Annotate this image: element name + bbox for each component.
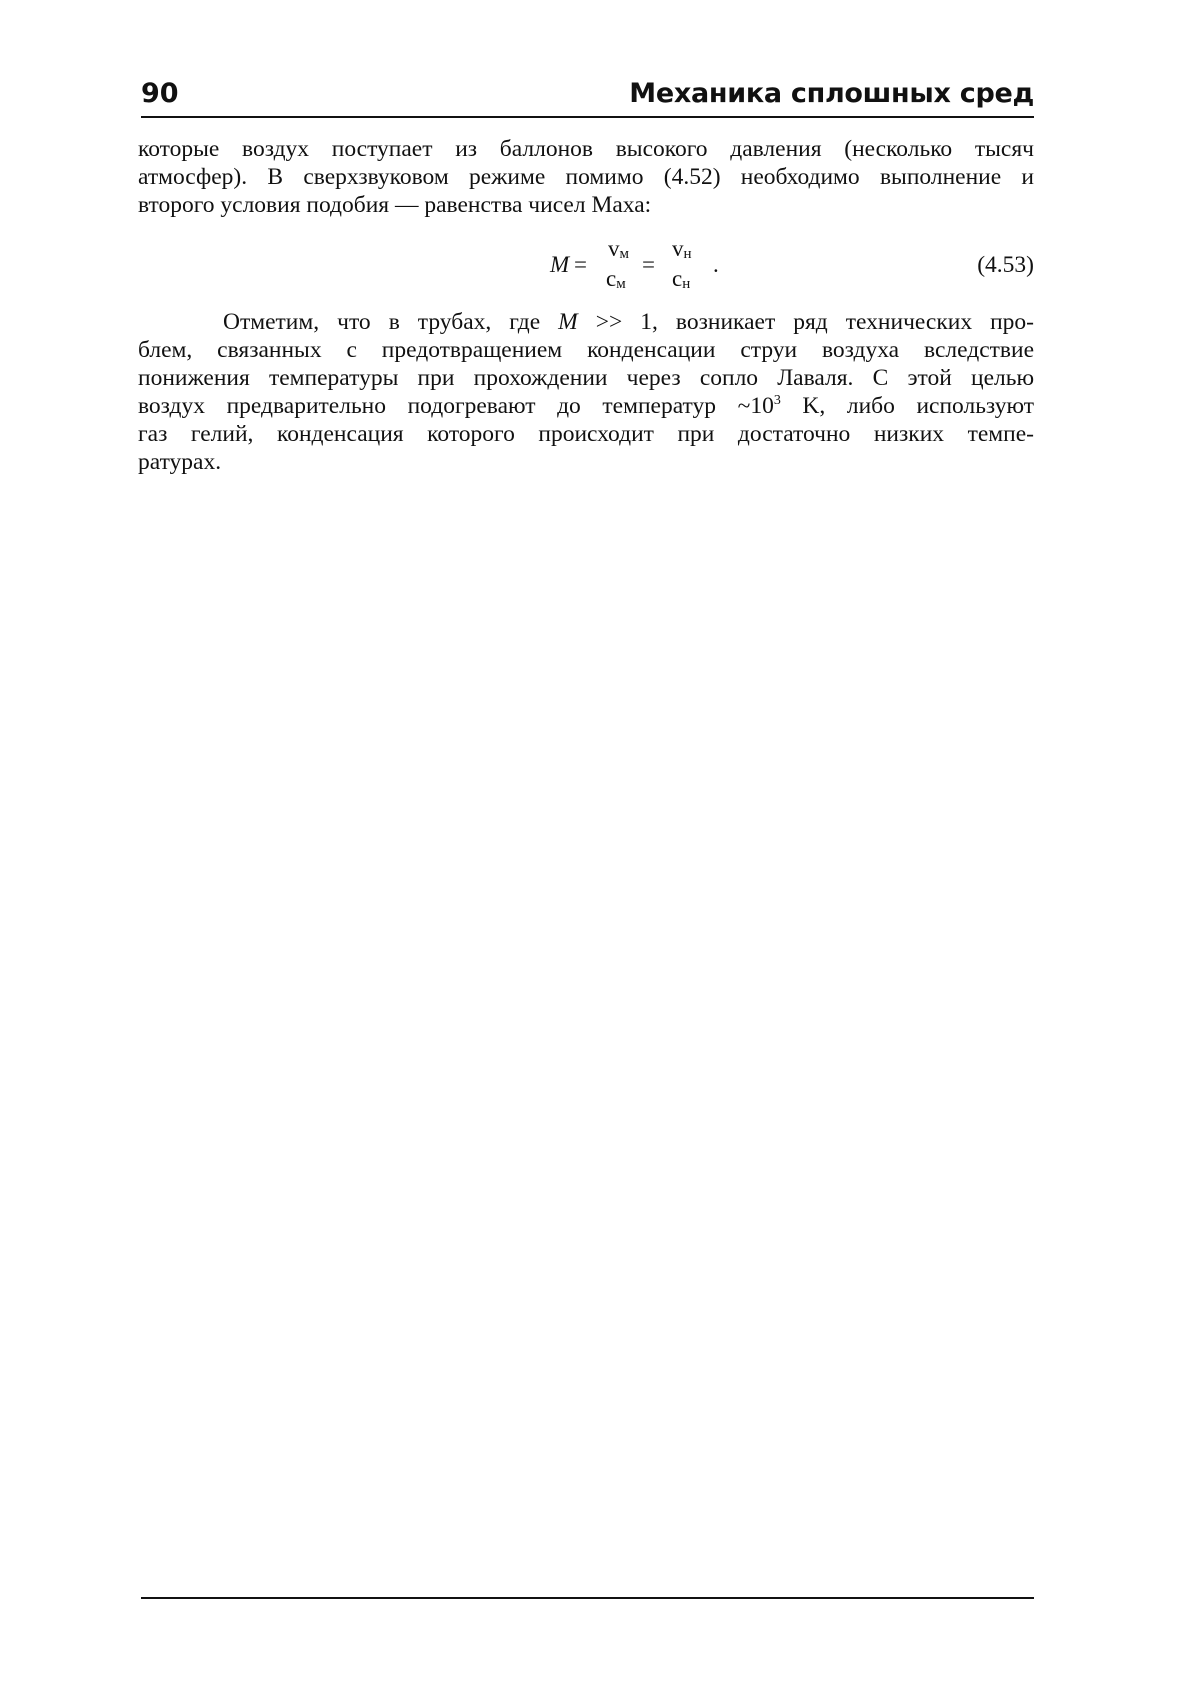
- text-line: Отметим, что в трубах, где M >> 1, возникает ряд технических про-: [223, 309, 1034, 335]
- footer-rule: [141, 1597, 1034, 1599]
- text-line: второго условия подобия — равенства чисел Маха:: [138, 192, 652, 218]
- fraction-2-denominator: cн: [672, 266, 691, 292]
- page-header: [141, 76, 1034, 118]
- equation-4-53: [550, 236, 750, 306]
- equation-period: .: [713, 252, 719, 277]
- text-line: газ гелий, конденсация которого происходит при достаточно низких темпе-: [138, 421, 1034, 447]
- mach-symbol: M: [550, 252, 570, 277]
- paragraph-2: [138, 308, 1034, 476]
- running-title: Механика сплошных сред: [629, 78, 1034, 109]
- mach-symbol: M: [558, 309, 578, 335]
- paragraph-1: [138, 135, 1034, 219]
- equals-sign: =: [574, 252, 587, 277]
- text-line: которые воздух поступает из баллонов высокого давления (несколько тысяч: [138, 136, 1034, 162]
- text-line: ратурах.: [138, 449, 222, 475]
- equation-number: (4.53): [977, 252, 1034, 278]
- equals-sign: =: [642, 252, 655, 277]
- fraction-2-numerator: vн: [672, 236, 692, 262]
- text-line: атмосфер). В сверхзвуковом режиме помимо (4.52) необходимо выполнение и: [138, 164, 1034, 190]
- fraction-1-numerator: vм: [608, 236, 629, 262]
- fraction-1-denominator: cм: [606, 266, 626, 292]
- text-line: воздух предварительно подогревают до температур $\sim 10^3$ K, либо используют: [138, 393, 1034, 419]
- page-number: 90: [141, 78, 179, 109]
- text-line: понижения температуры при прохождении через сопло Лаваля. С этой целью: [138, 365, 1034, 391]
- text-line: блем, связанных с предотвращением конденсации струи воздуха вследствие: [138, 337, 1034, 363]
